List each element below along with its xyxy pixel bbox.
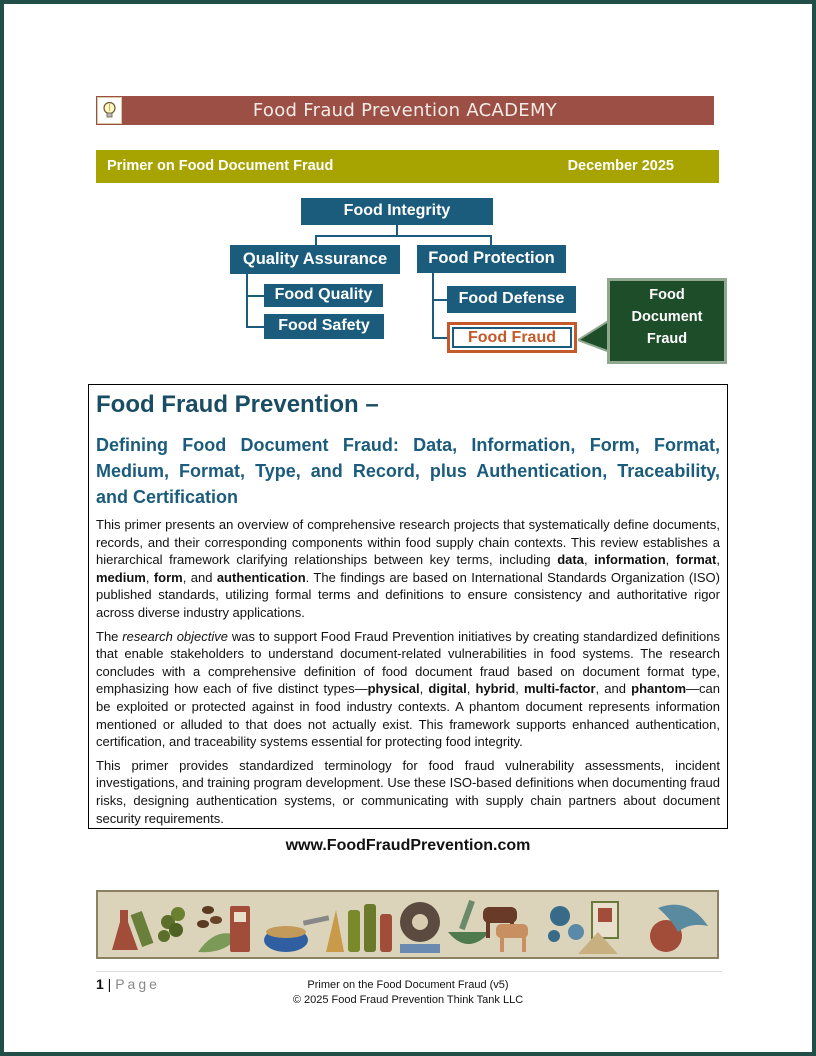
pills-icon	[598, 908, 612, 922]
website-link[interactable]: www.FoodFraudPrevention.com	[285, 837, 531, 854]
document-date: December 2025	[567, 158, 674, 174]
footer-doc-version: Primer on the Food Document Fraud (v5)	[307, 979, 509, 991]
callout-line: Document	[631, 309, 703, 325]
tube-icon	[400, 944, 440, 953]
connector	[432, 299, 447, 301]
callout-line: Food	[649, 287, 685, 303]
diagram-food-protection: Food Protection	[417, 245, 566, 273]
bottles-icon	[380, 914, 392, 952]
connector	[246, 295, 264, 297]
content-heading: Food Fraud Prevention –	[96, 391, 379, 418]
connector	[432, 337, 447, 339]
gears-icon	[548, 930, 560, 942]
connector	[246, 326, 264, 328]
wheat-icon	[326, 910, 344, 952]
food-illustration-strip	[96, 890, 719, 959]
paragraph-objective: The research objective was to support Food Fraud Prevention initiatives by creating standardized definitions that enable stakeholders to understand document-related vulnerabilities in food systems. The research concludes with a comprehensive definition of food document fraud based on document format type, emphasizing how each of five distinct types—physical, digital, hybrid, multi-factor, and phantom—can be exploited or protected against in food industry contexts. A phantom document represents information mentioned or alluded to that does not actually exist. This framework supports enhanced authentication, certification, and traceability systems essential for protecting food integrity.	[96, 628, 720, 750]
footer-text	[0, 978, 816, 1008]
footer-copyright: © 2025 Food Fraud Prevention Think Tank LLC	[292, 994, 524, 1006]
footer-divider	[96, 971, 722, 972]
fuel-pump-icon	[234, 912, 246, 922]
paragraph-intro: This primer presents an overview of comprehensive research projects that systematically define documents, records, and their corresponding components within food supply chain contexts. This review establishes a hierarchical framework clarifying relationships between key terms, including data, information, format, medium, form, and authentication. The findings are based on International Standards Organization (ISO) published standards, utilizing formal terms and definitions to ensure consistency and authoritative rigor across diverse industry applications.	[96, 517, 720, 620]
pet-bowl-icon	[266, 926, 306, 938]
banner-title: Food Fraud Prevention ACADEMY	[252, 100, 558, 121]
diagram-food-fraud: Food Fraud	[447, 322, 577, 353]
connector	[432, 273, 434, 339]
primer-content	[88, 384, 728, 829]
food-document-fraud-callout	[607, 278, 727, 364]
callout-pointer	[578, 318, 610, 354]
diagram-quality-assurance: Quality Assurance	[230, 245, 400, 274]
document-title-bar	[96, 150, 719, 183]
diagram-food-safety: Food Safety	[264, 314, 384, 339]
page-number: 1 | Page	[96, 976, 160, 992]
paragraph-usage: This primer provides standardized terminology for food fraud vulnerability assessments, incident investigations, and training program development. Use these ISO-based definitions when documenting fraud risks, designing authentication systems, or communicating with supply chain partners about document security requirements.	[96, 757, 720, 826]
horse-icon	[522, 936, 526, 952]
grapes-icon	[158, 930, 170, 942]
tire-icon	[412, 914, 428, 930]
connector	[246, 274, 248, 327]
document-title: Primer on Food Document Fraud	[107, 158, 334, 174]
connector	[315, 235, 492, 237]
content-subheading: Defining Food Document Fraud: Data, Information, Form, Format, Medium, Format, Type, and Record, plus Authentication, Traceability, and Certification	[96, 435, 720, 507]
coffee-beans-icon	[197, 920, 209, 928]
diagram-food-defense: Food Defense	[447, 286, 576, 313]
syringe-icon	[303, 915, 329, 925]
mortar-pestle-icon	[459, 900, 475, 930]
diagram-food-integrity: Food Integrity	[301, 198, 493, 225]
diagram-food-quality: Food Quality	[264, 284, 383, 307]
academy-banner	[96, 96, 714, 125]
callout-line: Fraud	[646, 331, 688, 347]
